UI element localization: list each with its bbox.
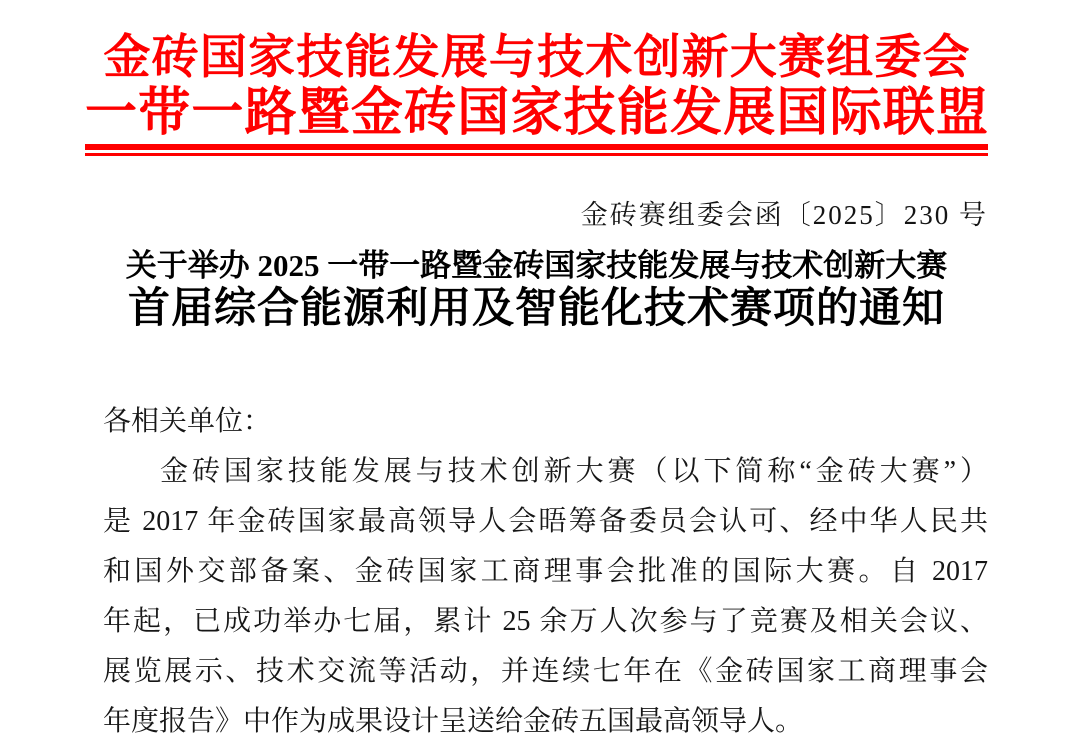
body-paragraph-line: 年起，已成功举办七届，累计 25 余万人次参与了竞赛及相关会议、 <box>103 606 988 637</box>
document-number: 金砖赛组委会函〔2025〕230 号 <box>580 200 988 230</box>
body-paragraph-line: 是 2017 年金砖国家最高领导人会晤筹备委员会认可、经中华人民共 <box>103 506 988 537</box>
letterhead-org-line2: 一带一路暨金砖国家技能发展国际联盟 <box>85 85 988 142</box>
body-paragraph-line: 展览展示、技术交流等活动，并连续七年在《金砖国家工商理事会 <box>103 656 988 687</box>
letterhead-divider-rule <box>85 144 988 156</box>
notice-body <box>103 397 988 740</box>
notice-title-line1: 关于举办 2025 一带一路暨金砖国家技能发展与技术创新大赛 <box>125 248 948 283</box>
body-paragraph-line: 和国外交部备案、金砖国家工商理事会批准的国际大赛。自 2017 <box>103 556 988 587</box>
notice-title-line2: 首届综合能源利用及智能化技术赛项的通知 <box>127 286 945 332</box>
letterhead-org-line1: 金砖国家技能发展与技术创新大赛组委会 <box>103 32 970 84</box>
letterhead <box>85 30 988 156</box>
body-paragraph-line: 金砖国家技能发展与技术创新大赛（以下简称“金砖大赛”） <box>160 456 988 487</box>
salutation: 各相关单位： <box>103 406 272 437</box>
body-paragraph-line: 年度报告》中作为成果设计呈送给金砖五国最高领导人。 <box>103 706 804 737</box>
